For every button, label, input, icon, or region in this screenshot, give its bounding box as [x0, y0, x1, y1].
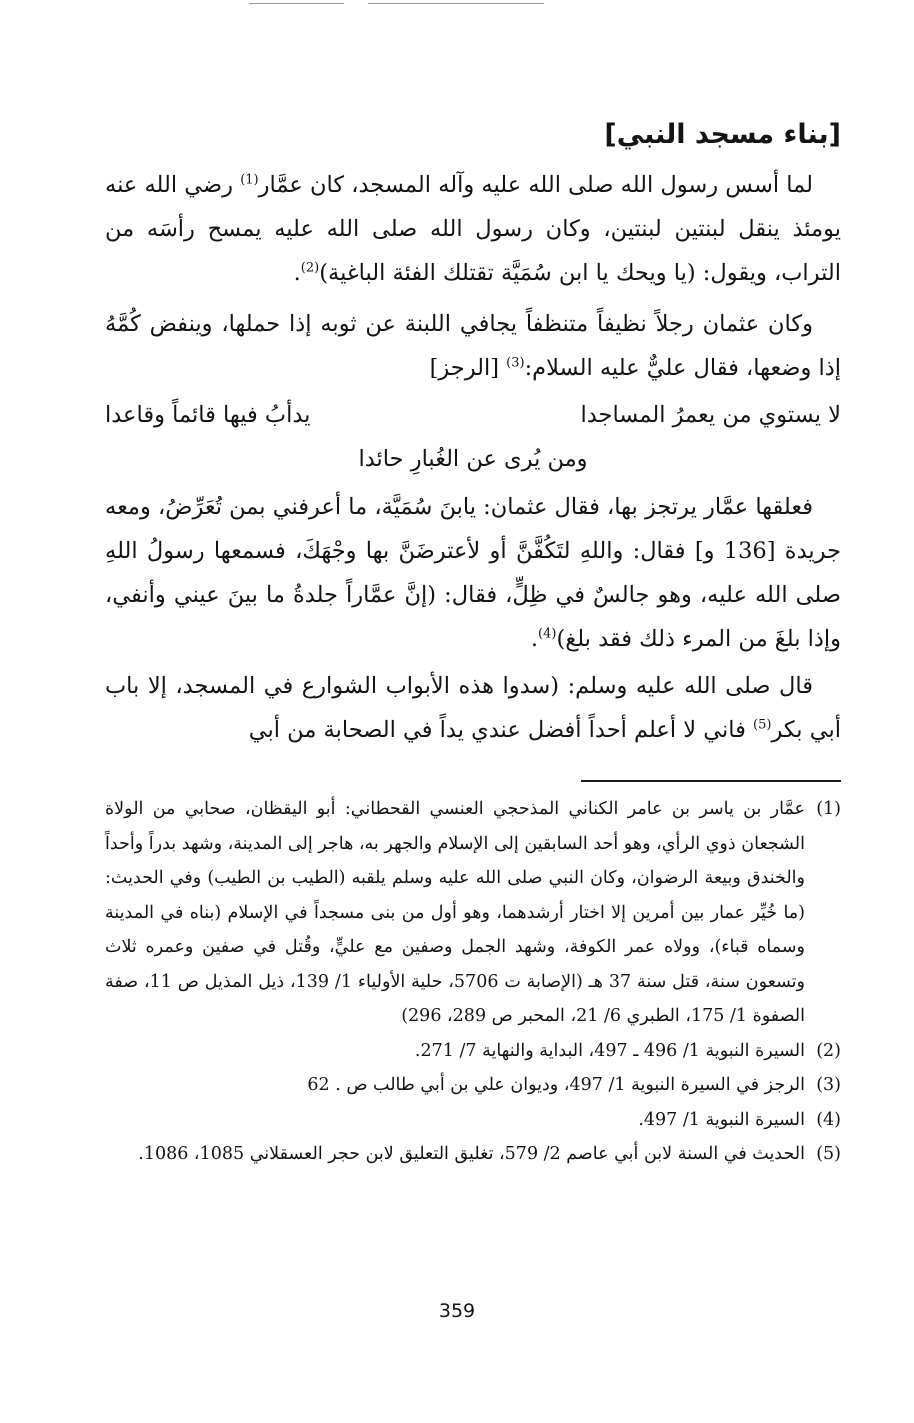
paragraph-2-text: وكان عثمان رجلاً نظيفاً متنظفاً يجافي اللبنة عن ثوبه إذا حملها، وينفض كُمَّهُ إذا وضعها، فقال عليٌّ عليه السلام:: [105, 311, 841, 381]
verse-hemistich-2: ومن يُرى عن الغُبارِ حائدا: [358, 446, 588, 472]
paragraph-3: [105, 485, 841, 661]
footnote-text: الحديث في السنة لابن أبي عاصم 2/ 579، تغليق التعليق لابن حجر العسقلاني 1085، 1086.: [138, 1144, 805, 1164]
header-rule-right: [368, 3, 544, 4]
footnotes: [105, 792, 841, 1172]
paragraph-1-text-b: رضي الله عنه يومئذ ينقل لبنتين لبنتين، وكان رسول الله صلى الله عليه يمسح رأسَه من التراب، ويقول: (يا ويحك يا ابن سُمَيَّة تقتلك الفئة الباغية): [105, 172, 841, 286]
paragraph-3-end: .: [530, 626, 539, 652]
footnote-3: [105, 1068, 841, 1103]
paragraph-1-end: .: [293, 260, 301, 286]
verse-hemistich-1b: يدأبُ فيها قائماً وقاعدا: [105, 402, 311, 428]
paragraph-4-text-b: فاني لا أعلم أحداً أفضل عندي يداً في الصحابة من أبي: [248, 717, 754, 743]
footnote-ref-1[interactable]: (1): [240, 172, 259, 188]
paragraph-2: [105, 302, 841, 390]
paragraph-1-text-a: لما أسس رسول الله صلى الله عليه وآله المسجد، كان عمَّار: [258, 172, 814, 198]
footnote-ref-4[interactable]: (4): [538, 626, 557, 642]
verse-meter-label: [الرجز]: [429, 355, 507, 381]
footnote-5: [105, 1137, 841, 1172]
paragraph-1: [105, 163, 841, 295]
footnote-text: عمَّار بن ياسر بن عامر الكناني المذحجي العنسي القحطاني: أبو اليقظان، صحابي من الولاة الشجعان ذوي الرأي، وهو أحد السابقين إلى الإسلام والجهر به، هاجر إلى المدينة، وشهد بدراً وأحداً والخندق وبيعة الرضوان، وكان النبي صلى الله عليه وسلم يلقبه (الطيب بن الطيب) وفي الحديث: (ما خُيِّر عمار بين أمرين إلا اختار أرشدهما، وهو أول من بنى مسجداً في الإسلام (بناه في المدينة وسماه قباء)، وولاه عمر الكوفة، وشهد الجمل وصفين مع عليٍّ، وقُتل في صفين وعمره ثلاث وتسعون سنة، قتل سنة 37 هـ (الإصابة ت 5706، حلية الأولياء 1/ 139، ذيل المذيل ص 11، صفة الصفوة 1/ 175، الطبري 6/ 21، المحبر ص 289، 296): [105, 799, 806, 1026]
footnote-1: [105, 792, 841, 1034]
footnote-ref-3[interactable]: (3): [506, 355, 525, 371]
page-number: 359: [438, 1300, 476, 1322]
footnote-number: (3): [816, 1075, 841, 1095]
footnote-text: السيرة النبوية 1/ 496 ـ 497، البداية والنهاية 7/ 271.: [414, 1040, 805, 1061]
footnote-text: الرجز في السيرة النبوية 1/ 497، وديوان علي بن أبي طالب ص . 62: [307, 1075, 805, 1095]
verse-line-2: [105, 437, 841, 481]
paragraph-3-text: فعلقها عمَّار يرتجز بها، فقال عثمان: يابنَ سُمَيَّة، ما أعرفني بمن تُعَرِّضُ، ومعه جريدة [136 و] فقال: واللهِ لتَكُفَّنَّ أو لأعترضَنَّ بها وجْهَكَ، فسمعها رسولُ اللهِ صلى الله عليه، وهو جالسٌ في ظِلٍّ، فقال: (إنَّ عمَّاراً جلدةُ ما بينَ عيني وأنفي، وإذا بلغَ من المرء ذلك فقد بلغ): [105, 494, 841, 652]
footnote-text: السيرة النبوية 1/ 497.: [638, 1109, 805, 1130]
footnote-4: [105, 1103, 841, 1138]
paragraph-4: [105, 664, 841, 752]
footnote-number: (5): [816, 1144, 841, 1164]
footnote-ref-5[interactable]: (5): [753, 717, 772, 733]
footnote-2: [105, 1034, 841, 1069]
paragraph-4-text: قال صلى الله عليه وسلم: (سدوا هذه الأبواب الشوارع في المسجد، إلا باب أبي بكر: [105, 673, 841, 743]
verse-line-1: [105, 393, 841, 437]
footnote-ref-2[interactable]: (2): [300, 260, 320, 276]
section-heading: [بناء مسجد النبي]: [604, 119, 841, 150]
verse-hemistich-1a: لا يستوي من يعمرُ المساجدا: [580, 402, 841, 428]
footnote-number: (4): [816, 1109, 841, 1130]
footnote-separator: [581, 780, 841, 782]
header-rule-left: [249, 3, 344, 4]
footnote-number: (1): [816, 799, 841, 819]
footnote-number: (2): [816, 1040, 841, 1061]
